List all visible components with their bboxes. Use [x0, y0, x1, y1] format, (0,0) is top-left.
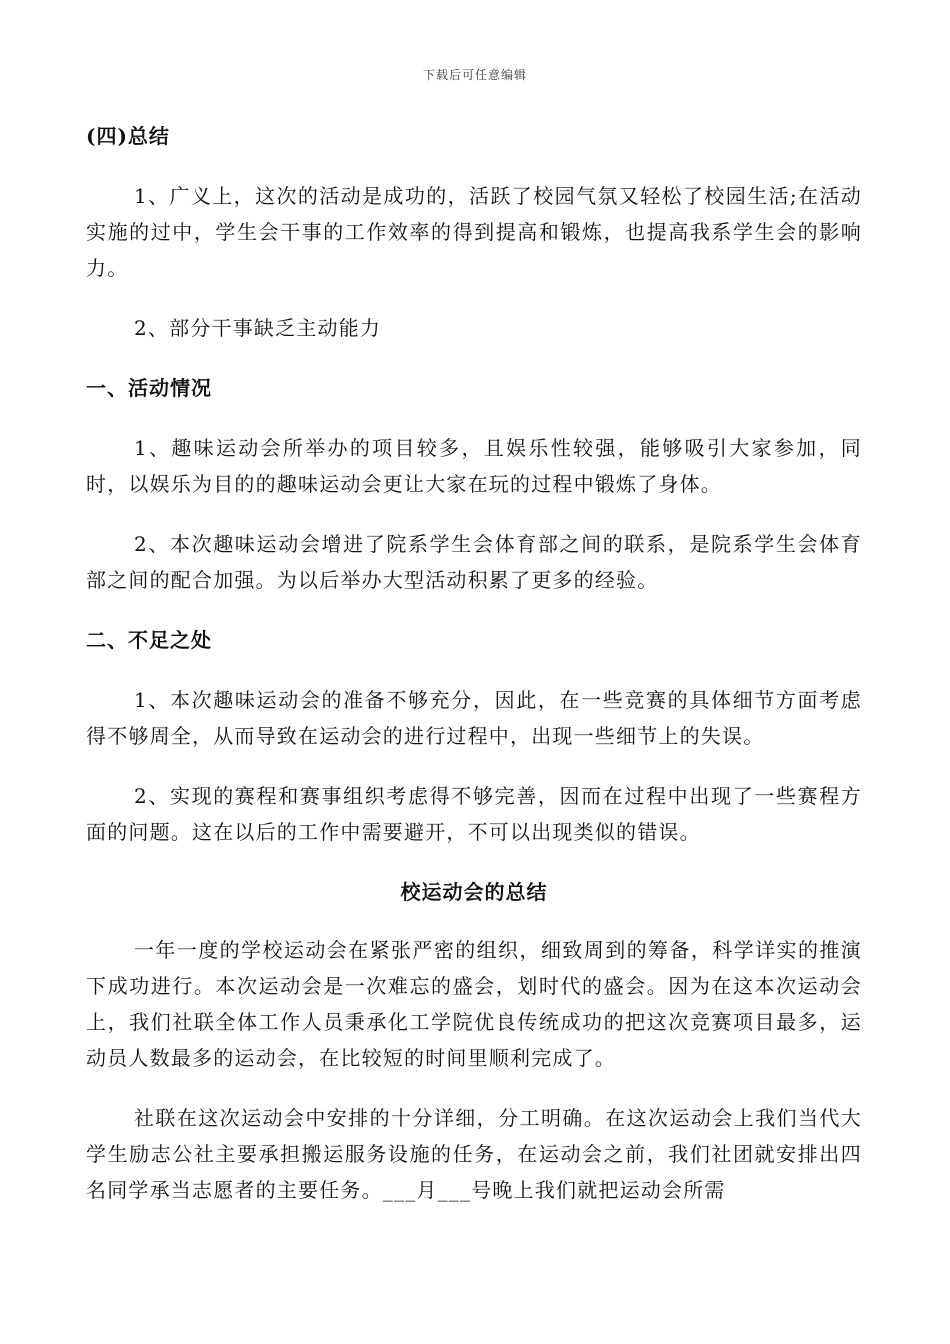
school-paragraph-2: 社联在这次运动会中安排的十分详细，分工明确。在这次运动会上我们当代大学生励志公社主要承担搬运服务设施的任务，在运动会之前，我们社团就安排出四名同学承当志愿者的主要任务。___月___号晚上我们就把运动会所需 [86, 1106, 862, 1202]
activity-paragraph-2: 2、本次趣味运动会增进了院系学生会体育部之间的联系，是院系学生会体育部之间的配合加强。为以后举办大型活动积累了更多的经验。 [86, 532, 862, 592]
summary-paragraph-1: 1、广义上，这次的活动是成功的，活跃了校园气氛又轻松了校园生活;在活动实施的过中，学生会干事的工作效率的得到提高和锻炼，也提高我系学生会的影响力。 [86, 184, 862, 280]
summary-heading: (四)总结 [86, 124, 170, 148]
activity-heading: 一、活动情况 [86, 376, 212, 400]
school-sports-title: 校运动会的总结 [400, 880, 548, 904]
shortcoming-paragraph-1: 1、本次趣味运动会的准备不够充分，因此，在一些竞赛的具体细节方面考虑得不够周全，从而导致在运动会的进行过程中，出现一些细节上的失误。 [86, 688, 862, 748]
shortcoming-paragraph-2: 2、实现的赛程和赛事组织考虑得不够完善，因而在过程中出现了一些赛程方面的问题。这在以后的工作中需要避开，不可以出现类似的错误。 [86, 784, 862, 844]
shortcoming-heading: 二、不足之处 [86, 628, 212, 652]
school-paragraph-1: 一年一度的学校运动会在紧张严密的组织，细致周到的筹备，科学详实的推演下成功进行。本次运动会是一次难忘的盛会，划时代的盛会。因为在这本次运动会上，我们社联全体工作人员秉承化工学院优良传统成功的把这次竞赛项目最多，运动员人数最多的运动会，在比较短的时间里顺利完成了。 [86, 938, 862, 1070]
summary-paragraph-2: 2、部分干事缺乏主动能力 [134, 316, 382, 340]
activity-paragraph-1: 1、趣味运动会所举办的项目较多，且娱乐性较强，能够吸引大家参加，同时，以娱乐为目的的趣味运动会更让大家在玩的过程中锻炼了身体。 [86, 436, 862, 496]
header-note: 下载后可任意编辑 [422, 68, 527, 82]
document-body [86, 118, 862, 1232]
